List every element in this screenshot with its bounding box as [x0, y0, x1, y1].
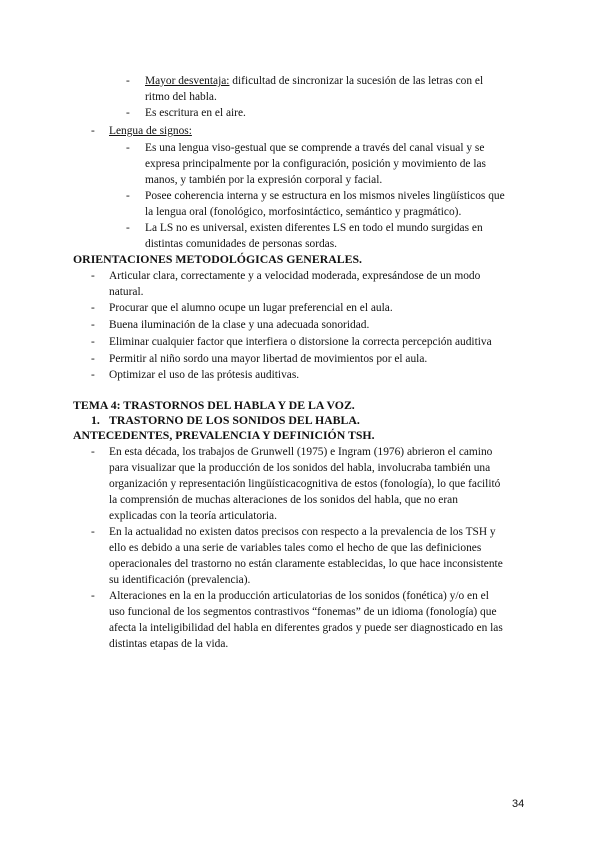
list-item-text: distintas etapas de la vida. [109, 638, 229, 650]
list-item-text: ello es debido a una serie de variables tales como el hecho de que las definiciones [109, 542, 482, 554]
bullet-dash: - [126, 190, 130, 202]
list-item-text: Es escritura en el aire. [145, 107, 246, 119]
list-item-text: operacionales del trastorno no están claramente establecidas, lo que hace inconsistente [109, 558, 503, 570]
list-item-text: En la actualidad no existen datos precisos con respecto a la prevalencia de los TSH y [109, 526, 496, 538]
section-title: TRASTORNO DE LOS SONIDOS DEL HABLA. [109, 413, 360, 427]
list-item-text: Posee coherencia interna y se estructura en los mismos niveles lingüísticos que [145, 190, 505, 202]
item-label: Mayor desventaja: [145, 75, 230, 87]
list-item-desventaja [145, 73, 483, 89]
list-item-text: La LS no es universal, existen diferentes LS en todo el mundo surgidas en [145, 222, 483, 234]
page-number: 34 [512, 798, 525, 810]
bullet-dash: - [126, 75, 130, 87]
bullet-dash: - [91, 353, 95, 365]
bullet-dash: - [91, 270, 95, 282]
list-item-text: para visualizar que la producción de los sonidos del habla, involucraba también una [109, 462, 491, 474]
list-item-text: Articular clara, correctamente y a velocidad moderada, expresándose de un modo [109, 270, 481, 282]
list-item-text: Es una lengua viso-gestual que se comprende a través del canal visual y se [145, 142, 485, 154]
list-item-text: Permitir al niño sordo una mayor libertad de movimientos por el aula. [109, 353, 428, 365]
bullet-dash: - [91, 302, 95, 314]
bullet-dash: - [126, 222, 130, 234]
list-item-text: expresa principalmente por la configuración, posición y movimiento de las [145, 158, 486, 170]
bullet-dash: - [91, 590, 95, 602]
list-item-text: su identificación (prevalencia). [109, 574, 251, 586]
section-heading: ORIENTACIONES METODOLÓGICAS GENERALES. [73, 252, 362, 266]
item-text: dificultad de sincronizar la sucesión de las letras con el [229, 75, 484, 87]
bullet-dash: - [91, 369, 95, 381]
list-item-text: natural. [109, 286, 144, 298]
bullet-dash: - [91, 336, 95, 348]
list-item-text: afecta la inteligibilidad del habla en diferentes grados y puede ser diagnosticado en las [109, 622, 503, 634]
list-item-text: Optimizar el uso de las prótesis auditivas. [109, 369, 300, 381]
bullet-dash: - [91, 526, 95, 538]
bullet-dash: - [91, 446, 95, 458]
section-number: 1. [91, 413, 100, 427]
list-item-text: explicadas con la teoría articulatoria. [109, 510, 277, 522]
list-item-text: Buena iluminación de la clase y una adecuada sonoridad. [109, 319, 370, 331]
bullet-dash: - [91, 125, 95, 137]
list-item-text: la lengua oral (fonológico, morfosintáctico, semántico y pragmático). [145, 206, 462, 218]
list-item-text: En esta década, los trabajos de Grunwell (1975) e Ingram (1976) abrieron el camino [109, 446, 493, 458]
list-item-text: ritmo del habla. [145, 91, 217, 103]
bullet-dash: - [126, 107, 130, 119]
list-item-text: manos, y también por la expresión corporal y facial. [145, 174, 383, 186]
bullet-dash: - [91, 319, 95, 331]
list-item-text: la comprensión de muchas alteraciones de los sonidos del habla, que no eran [109, 494, 458, 506]
tema-title: TEMA 4: TRASTORNOS DEL HABLA Y DE LA VOZ. [73, 398, 355, 412]
list-item-text: Eliminar cualquier factor que interfiera o distorsione la correcta percepción auditiva [109, 336, 492, 348]
list-item-text: distintas comunidades de personas sordas. [145, 238, 338, 250]
bullet-dash: - [126, 142, 130, 154]
list-item-text: Alteraciones en la en la producción articulatorias de los sonidos (fonética) y/o en el [109, 590, 489, 602]
list-item-text: Procurar que el alumno ocupe un lugar preferencial en el aula. [109, 302, 393, 314]
lengua-signos-label: Lengua de signos: [109, 125, 192, 137]
subheading: ANTECEDENTES, PREVALENCIA Y DEFINICIÓN TSH. [73, 428, 375, 442]
list-item-text: organización y representación lingüísticacognitiva de estos (fonología), lo que facilitó [109, 478, 501, 490]
list-item-text: uso funcional de los segmentos contrastivos “fonemas” de un idioma (fonología) que [109, 606, 497, 618]
